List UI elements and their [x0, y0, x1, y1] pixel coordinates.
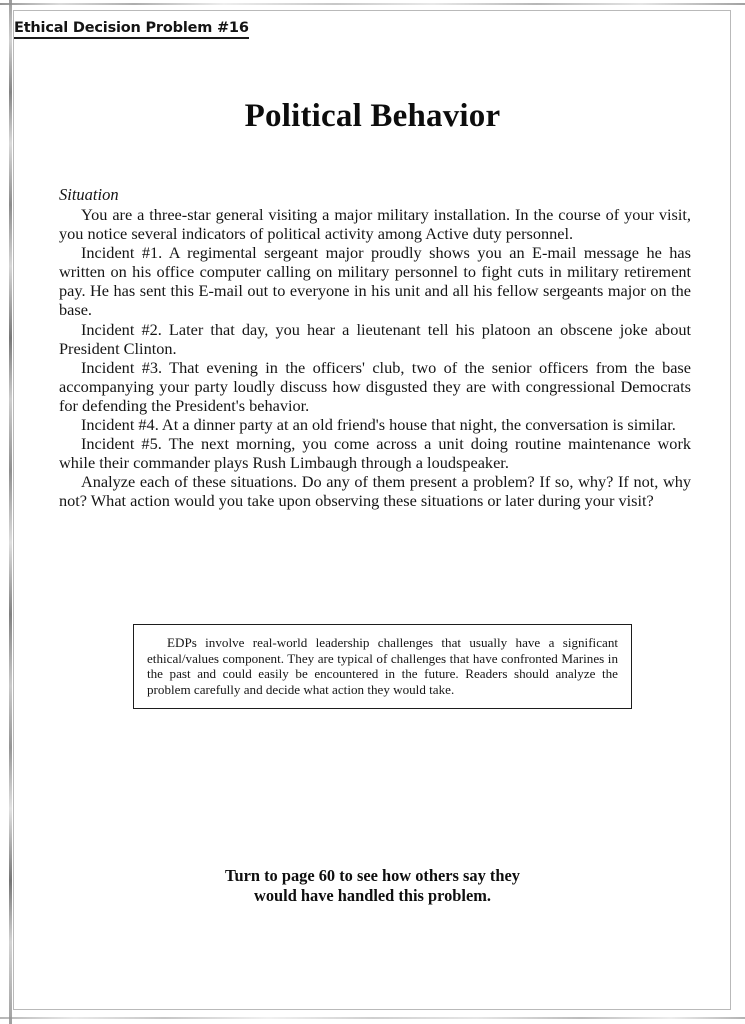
- running-head: Ethical Decision Problem #16: [14, 20, 249, 39]
- paragraph-analysis-prompt: Analyze each of these situations. Do any of them present a problem? If so, why? If not, why not? What action would you take upon observing these situations or later during your visit?: [59, 472, 691, 511]
- footer-note-line-2: would have handled this problem.: [254, 885, 491, 905]
- paragraph-incident-3: Incident #3. That evening in the officers' club, two of the senior officers from the base accompanying your party loudly discuss how disgusted they are with congressional Democrats for defending the President's behavior.: [59, 357, 691, 415]
- paragraph-incident-2: Incident #2. Later that day, you hear a lieutenant tell his platoon an obscene joke about President Clinton.: [59, 319, 691, 358]
- scan-edge-bottom-artifact: [0, 1017, 745, 1019]
- page-title: Political Behavior: [244, 98, 501, 135]
- section-heading-situation: Situation: [59, 185, 119, 204]
- body-text-column: [59, 185, 691, 511]
- callout-text: EDPs involve real-world leadership challenges that usually have a significant ethical/values component. They are typical of challenges that have confronted Marines in the past and could easily be encountered in the future. Readers should analyze the problem carefully and decide what action they would take.: [147, 635, 618, 697]
- edp-definition-callout-box: [133, 624, 632, 709]
- paragraph-incident-4: Incident #4. At a dinner party at an old friend's house that night, the conversation is similar.: [81, 415, 676, 435]
- scan-edge-top-artifact: [0, 3, 745, 5]
- paragraph-incident-5: Incident #5. The next morning, you come across a unit doing routine maintenance work while their commander plays Rush Limbaugh through a loudspeaker.: [59, 434, 691, 473]
- paragraph-situation: You are a three-star general visiting a major military installation. In the course of your visit, you notice several indicators of political activity among Active duty personnel.: [59, 205, 691, 244]
- footer-note-line-1: Turn to page 60 to see how others say they: [225, 866, 520, 885]
- footer-note: [0, 866, 745, 905]
- paragraph-incident-1: Incident #1. A regimental sergeant major proudly shows you an E-mail message he has written on his office computer calling on military personnel to fight cuts in military retirement pay. He has sent this E-mail out to everyone in his unit and all his fellow sergeants major on the base.: [59, 243, 691, 320]
